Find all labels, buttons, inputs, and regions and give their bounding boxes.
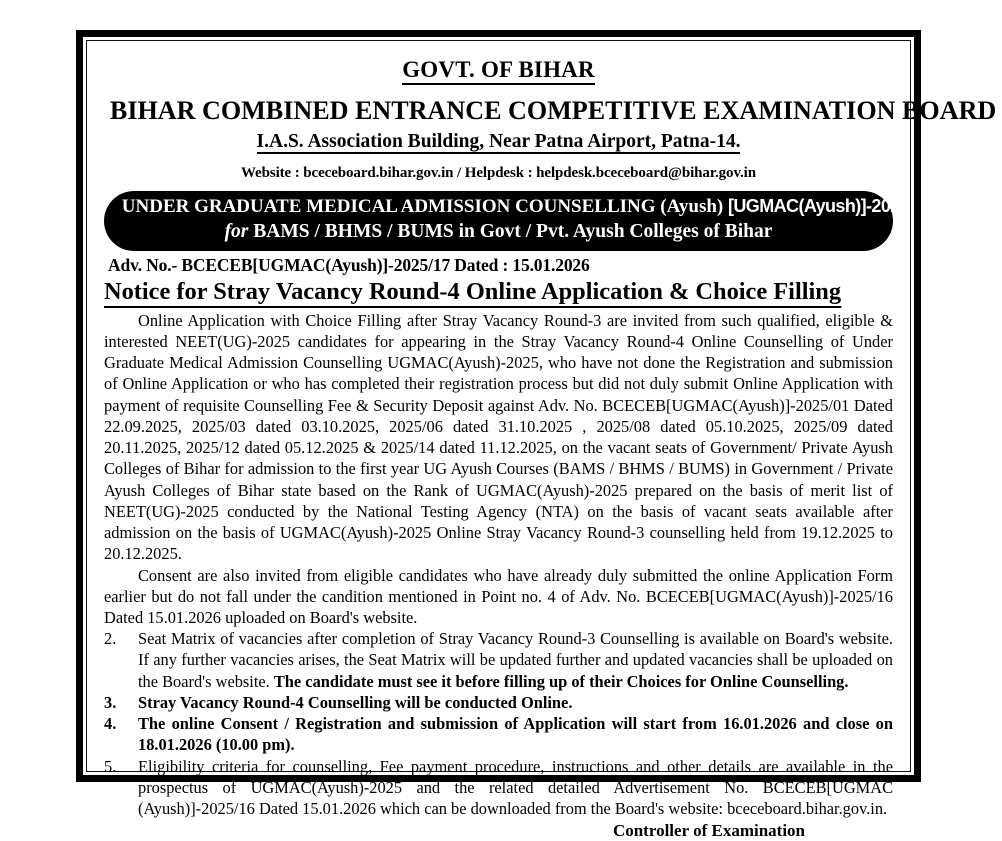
paragraph-1: Online Application with Choice Filling after Stray Vacancy Round-3 are invited from such qualified, eligible & interested NEET(UG)-2025 candidates for appearing in the Stray Vacancy Round-4 Online Counselling of Under Graduate Medical Admission Counselling UGMAC(Ayush)-2025, who have not done the Registration and submission of Online Application or who has completed their registration process but did not duly submit Online Application with payment of requisite Counselling Fee & Security Deposit against Adv. No. BCECEB[UGMAC(Ayush)]-2025/01 Dated 22.09.2025, 2025/03 dated 03.10.2025, 2025/06 dated 31.10.2025 , 2025/08 dated 05.10.2025, 2025/09 dated 20.11.2025, 2025/12 dated 05.12.2025 & 2025/14 dated 11.12.2025, on the vacant seats of Government/ Private Ayush Colleges of Bihar for admission to the first year UG Ayush Courses (BAMS / BHMS / BUMS) in Government / Private Ayush Colleges of Bihar state based on the Rank of UGMAC(Ayush)-2025 prepared on the basis of merit list of NEET(UG)-2025 conducted by the National Testing Agency (NTA) on the basis of vacant seats available after admission on the basis of UGMAC(Ayush)-2025 Online Stray Vacancy Round-3 counselling held from 19.12.2025 to 20.12.2025. — [104, 310, 893, 564]
list-item-2-text: Seat Matrix of vacancies after completion of Stray Vacancy Round-3 Counselling is available on Board's website. If any further vacancies arises, the Seat Matrix will be updated further and updated vacancies shall be uploaded on the Board's website. — [138, 629, 893, 691]
list-item-3-number: 3. — [104, 692, 117, 712]
notice-inner-border — [86, 40, 997, 841]
list-item-2 — [104, 628, 893, 692]
list-item-5-number: 5. — [104, 756, 117, 776]
board-name-heading: BIHAR COMBINED ENTRANCE COMPETITIVE EXAMINATION BOARD — [109, 95, 997, 126]
notice-content — [93, 47, 997, 841]
banner-programme-code: [UGMAC(Ayush)]-2025 — [727, 195, 910, 216]
banner-line-2 — [118, 220, 879, 243]
advertisement-number-line: Adv. No.- BCECEB[UGMAC(Ayush)]-2025/17 Dated : 15.01.2026 — [108, 254, 590, 275]
banner-programme-name: UNDER GRADUATE MEDICAL ADMISSION COUNSELLING (Ayush) — [121, 195, 728, 217]
govt-heading-text: GOVT. OF BIHAR — [402, 57, 595, 85]
programme-banner — [104, 191, 910, 251]
list-item-5 — [104, 756, 893, 820]
notice-outer-frame — [76, 30, 997, 841]
notice-title — [104, 278, 889, 306]
paragraph-2: Consent are also invited from eligible candidates who have already duly submitted the online Application Form earlier but do not fall under the candition mentioned in Point no. 4 of Adv. No. BCECEB[UGMAC(Ayush)]-2025/16 Dated 15.01.2026 uploaded on Board's website. — [104, 565, 893, 627]
banner-courses-text: BAMS / BHMS / BUMS in Govt / Pvt. Ayush Colleges of Bihar — [248, 221, 773, 243]
signature-line: Controller of Examination — [612, 821, 805, 841]
list-item-5-text: Eligibility criteria for counselling, Fee payment procedure, instructions and other details are available in the prospectus of UGMAC(Ayush)-2025 and the related detailed Advertisement No. BCECEB[UGMAC (Ayush)]-2025/16 Dated 15.01.2026 which can be downloaded from the Board's website: bceceboard.bihar.gov.in. — [138, 756, 893, 819]
banner-for-prefix: for — [224, 221, 249, 243]
list-item-2-emphasis: The candidate must see it before filling up of their Choices for Online Counselling. — [273, 671, 849, 691]
list-item-4 — [104, 713, 893, 755]
govt-heading — [104, 57, 893, 83]
board-contact-line: Website : bceceboard.bihar.gov.in / Helpdesk : helpdesk.bceceboard@bihar.gov.in — [240, 164, 756, 181]
board-address — [104, 130, 893, 153]
board-address-text: I.A.S. Association Building, Near Patna Airport, Patna-14. — [256, 131, 741, 153]
banner-line-1 — [121, 195, 910, 219]
list-item-2-number: 2. — [104, 629, 117, 649]
list-item-4-text: The online Consent / Registration and submission of Application will start from 16.01.2026 and close on 18.01.2026 (10.00 pm). — [138, 714, 893, 755]
list-item-3-text: Stray Vacancy Round-4 Counselling will be conducted Online. — [138, 692, 573, 712]
list-item-4-number: 4. — [104, 714, 117, 734]
list-item-3 — [104, 692, 893, 713]
notice-title-text: Notice for Stray Vacancy Round-4 Online Application & Choice Filling — [104, 278, 841, 308]
